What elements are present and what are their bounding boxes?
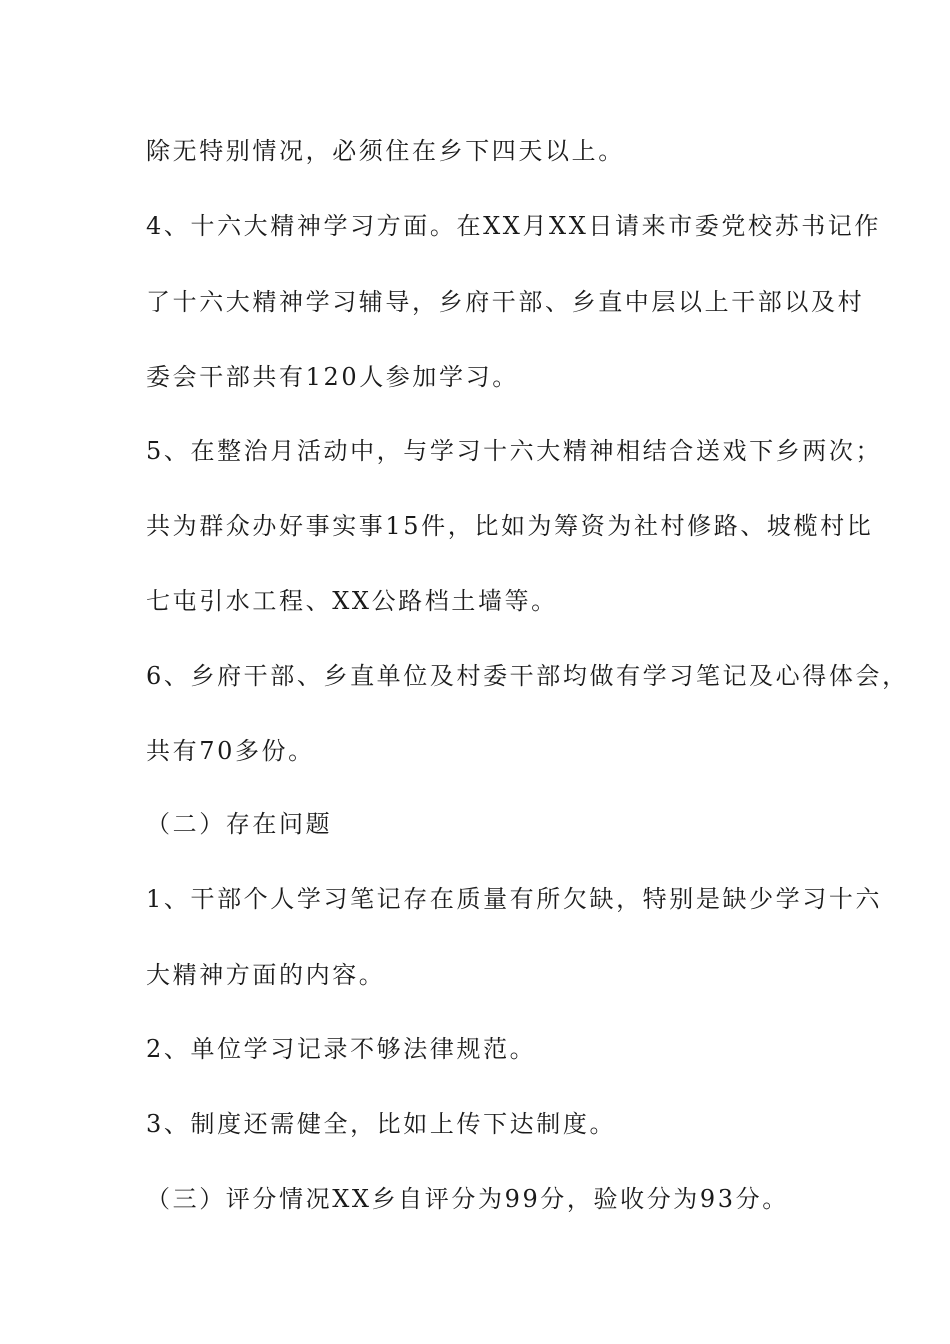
text-line: 大精神方面的内容。 bbox=[146, 961, 386, 989]
text-line: 七屯引水工程、XX公路档土墙等。 bbox=[146, 587, 558, 615]
text-line: 2、单位学习记录不够法律规范。 bbox=[146, 1035, 537, 1063]
text-line: 6、乡府干部、乡直单位及村委干部均做有学习笔记及心得体会， bbox=[146, 662, 909, 690]
section-heading: （三）评分情况XX乡自评分为99分，验收分为93分。 bbox=[146, 1185, 789, 1213]
text-line: 委会干部共有120人参加学习。 bbox=[146, 363, 519, 391]
section-heading: （二）存在问题 bbox=[146, 810, 333, 838]
text-line: 1、干部个人学习笔记存在质量有所欠缺，特别是缺少学习十六 bbox=[146, 885, 883, 913]
text-line: 3、制度还需健全，比如上传下达制度。 bbox=[146, 1110, 617, 1138]
text-line: 4、十六大精神学习方面。在XX月XX日请来市委党校苏书记作 bbox=[146, 212, 882, 240]
text-line: 除无特别情况，必须住在乡下四天以上。 bbox=[146, 137, 625, 165]
text-line: 共为群众办好事实事15件，比如为筹资为社村修路、坡榄村比 bbox=[146, 512, 874, 540]
text-line: 5、在整治月活动中，与学习十六大精神相结合送戏下乡两次； bbox=[146, 437, 883, 465]
text-line: 共有70多份。 bbox=[146, 737, 315, 765]
text-line: 了十六大精神学习辅导，乡府干部、乡直中层以上干部以及村 bbox=[146, 288, 865, 316]
